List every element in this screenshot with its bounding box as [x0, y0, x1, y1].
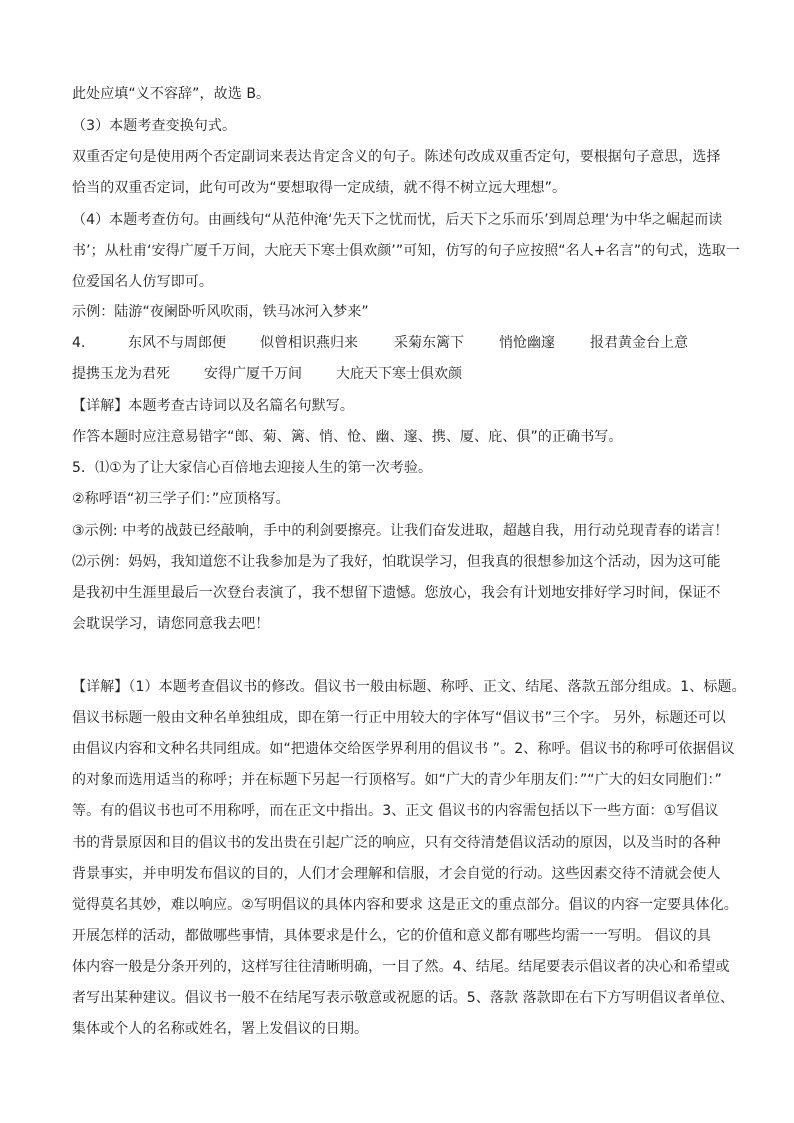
- text-line: 恰当的双重否定词，此句可改为“要想取得一定成绩，就不得不树立远大理想”。: [72, 180, 567, 196]
- poem-answer: 似曾相识燕归来: [260, 335, 358, 351]
- text-line: 倡议书标题一般由文种名单独组成，即在第一行正中用较大的字体写“倡议书”三个字。 另外，标题还可以: [72, 710, 726, 726]
- text-line: 【详解】本题考查古诗词以及名篇名句默写。: [72, 398, 354, 414]
- poem-answer: 采菊东篱下: [394, 335, 464, 351]
- text-line: 集体或个人的名称或姓名，署上发倡议的日期。: [72, 1021, 369, 1037]
- text-line: 书’；从杜甫‘安得广厦千万间，大庇天下寒士俱欢颜’”可知，仿写的句子应按照“名人+名言”的句式，选取一: [72, 243, 740, 259]
- text-line: 背景事实，并申明发布倡议的目的，人们才会理解和信服，才会自觉的行动。这些因素交待不清就会使人: [72, 866, 721, 882]
- text-line: 是我初中生涯里最后一次登台表演了，我不想留下遗憾。您放心，我会有计划地安排好学习时间，保证不: [72, 585, 721, 601]
- text-line: 体内容一般是分条开列的，这样写往往清晰明确，一目了然。4、结尾。结尾要表示倡议者的决心和希望或: [72, 959, 730, 975]
- text-line: 示例：陆游“夜阑卧听风吹雨，铁马冰河入梦来”: [72, 304, 369, 320]
- text-line: （4）本题考查仿句。由画线句“从范仲淹‘先天下之忧而忧，后天下之乐而乐’到周总理‘为中华之崛起而读: [72, 212, 723, 228]
- text-line: 此处应填“义不容辞”，故选 B。: [72, 86, 271, 102]
- text-line: 作答本题时应注意易错字“郎、菊、篱、悄、怆、幽、邃、携、厦、庇、俱”的正确书写。: [72, 429, 623, 445]
- poem-answer: 东风不与周郎便: [128, 335, 226, 351]
- poem-answer: 提携玉龙为君死: [72, 366, 170, 382]
- text-line: 者写出某种建议。倡议书一般不在结尾写表示敬意或祝愿的话。5、落款 落款即在右下方写明倡议者单位、: [72, 990, 735, 1006]
- text-line: （3）本题考查变换句式。: [72, 118, 237, 134]
- question-number: 4．: [72, 335, 96, 351]
- poem-answer: 悄怆幽邃: [499, 335, 555, 351]
- text-line: ③示例: 中考的战鼓已经敲响，手中的利剑要擦亮。让我们奋发进取，超越自我，用行动兑现青春的诺言！: [72, 523, 729, 539]
- text-line: 的对象而选用适当的称呼；并在标题下另起一行顶格写。如“广大的青少年朋友们：”“广大的妇女同胞们：”: [72, 772, 722, 788]
- text-line: 觉得莫名其妙，难以响应。②写明倡议的具体内容和要求 这是正文的重点部分。倡议的内容一定要具体化。: [72, 897, 738, 913]
- text-line: 位爱国名人仿写即可。: [72, 274, 213, 290]
- text-line: 5．⑴①为了让大家信心百倍地去迎接人生的第一次考验。: [72, 460, 433, 476]
- poem-answer: 大庇天下寒士俱欢颜: [336, 366, 462, 382]
- text-line: 开展怎样的活动，都做哪些事情，具体要求是什么，它的价值和意义都有哪些均需一一写明。 倡议的具: [72, 928, 712, 944]
- text-line: 【详解】（1）本题考查倡议书的修改。倡议书一般由标题、称呼、正文、结尾、落款五部分组成。1、标题。: [72, 679, 746, 695]
- text-line: ②称呼语“初三学子们：”应顶格写。: [72, 491, 290, 507]
- text-line: 书的背景原因和目的倡议书的发出贵在引起广泛的响应，只有交待清楚倡议活动的原因，以及当时的各种: [72, 835, 721, 851]
- text-line: ⑵示例：妈妈，我知道您不让我参加是为了我好，怕耽误学习，但我真的很想参加这个活动，因为这可能: [72, 554, 721, 570]
- text-line: 会耽误学习，请您同意我去吧！: [72, 616, 270, 632]
- poem-answer: 安得广厦千万间: [204, 366, 302, 382]
- text-line: 由倡议内容和文种名共同组成。如“把遗体交给医学界利用的倡议书 ”。2、称呼。倡议书的称呼可依据倡议: [72, 741, 735, 757]
- text-line: 等。有的倡议书也可不用称呼，而在正文中指出。3、正文 倡议书的内容需包括以下一些方面：①写倡议: [72, 803, 719, 819]
- poem-answer: 报君黄金台上意: [590, 335, 688, 351]
- text-line: 双重否定句是使用两个否定副词来表达肯定含义的句子。陈述句改成双重否定句，要根据句子意思，选择: [72, 149, 721, 165]
